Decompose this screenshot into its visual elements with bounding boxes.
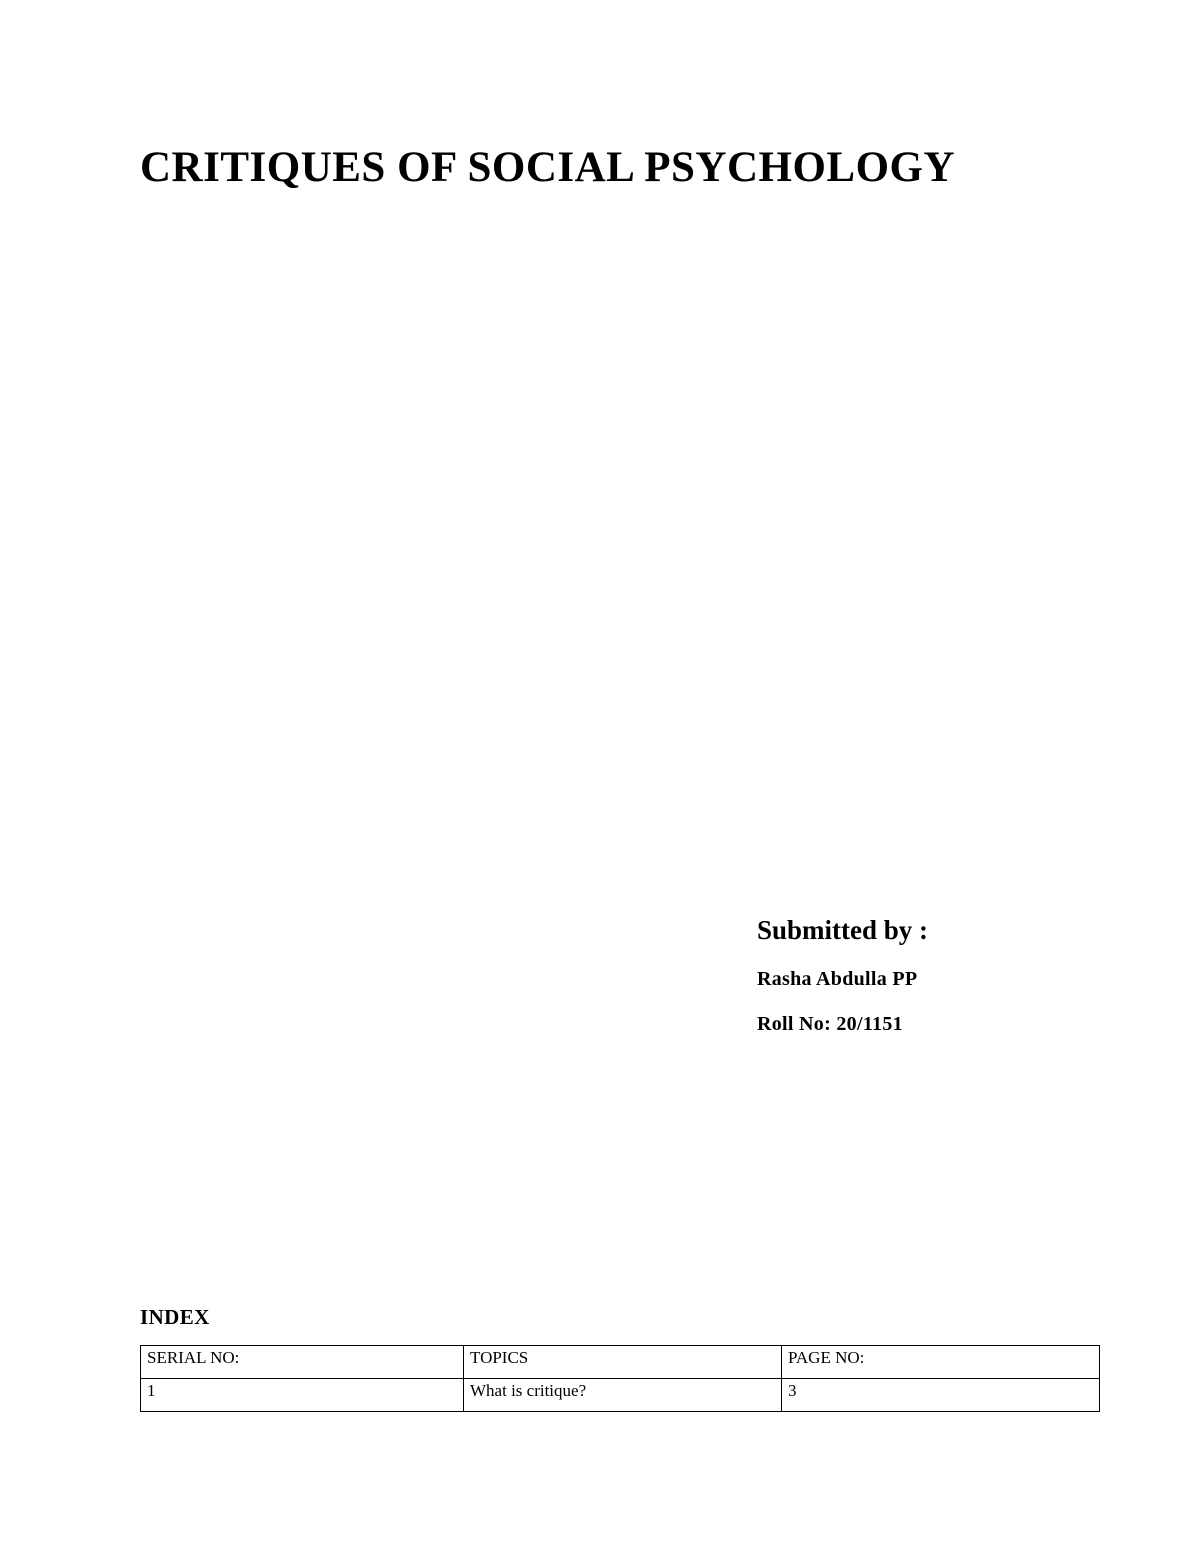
column-header-topics: TOPICS: [464, 1346, 782, 1379]
page-title: CRITIQUES OF SOCIAL PSYCHOLOGY: [140, 144, 956, 191]
cell-serial-no: 1: [141, 1379, 464, 1412]
submission-block: [757, 915, 1177, 1058]
column-header-serial-no: SERIAL NO:: [141, 1346, 464, 1379]
index-table: [140, 1345, 1100, 1412]
author-name: Rasha Abdulla PP: [757, 968, 918, 990]
cell-topic: What is critique?: [464, 1379, 782, 1412]
cell-page-no: 3: [782, 1379, 1100, 1412]
column-header-page-no: PAGE NO:: [782, 1346, 1100, 1379]
index-heading: INDEX: [140, 1305, 210, 1329]
table-header-row: [141, 1346, 1100, 1379]
author-roll-number: Roll No: 20/1151: [757, 1013, 903, 1035]
table-row: [141, 1379, 1100, 1412]
submitted-by-heading: Submitted by :: [757, 915, 929, 945]
